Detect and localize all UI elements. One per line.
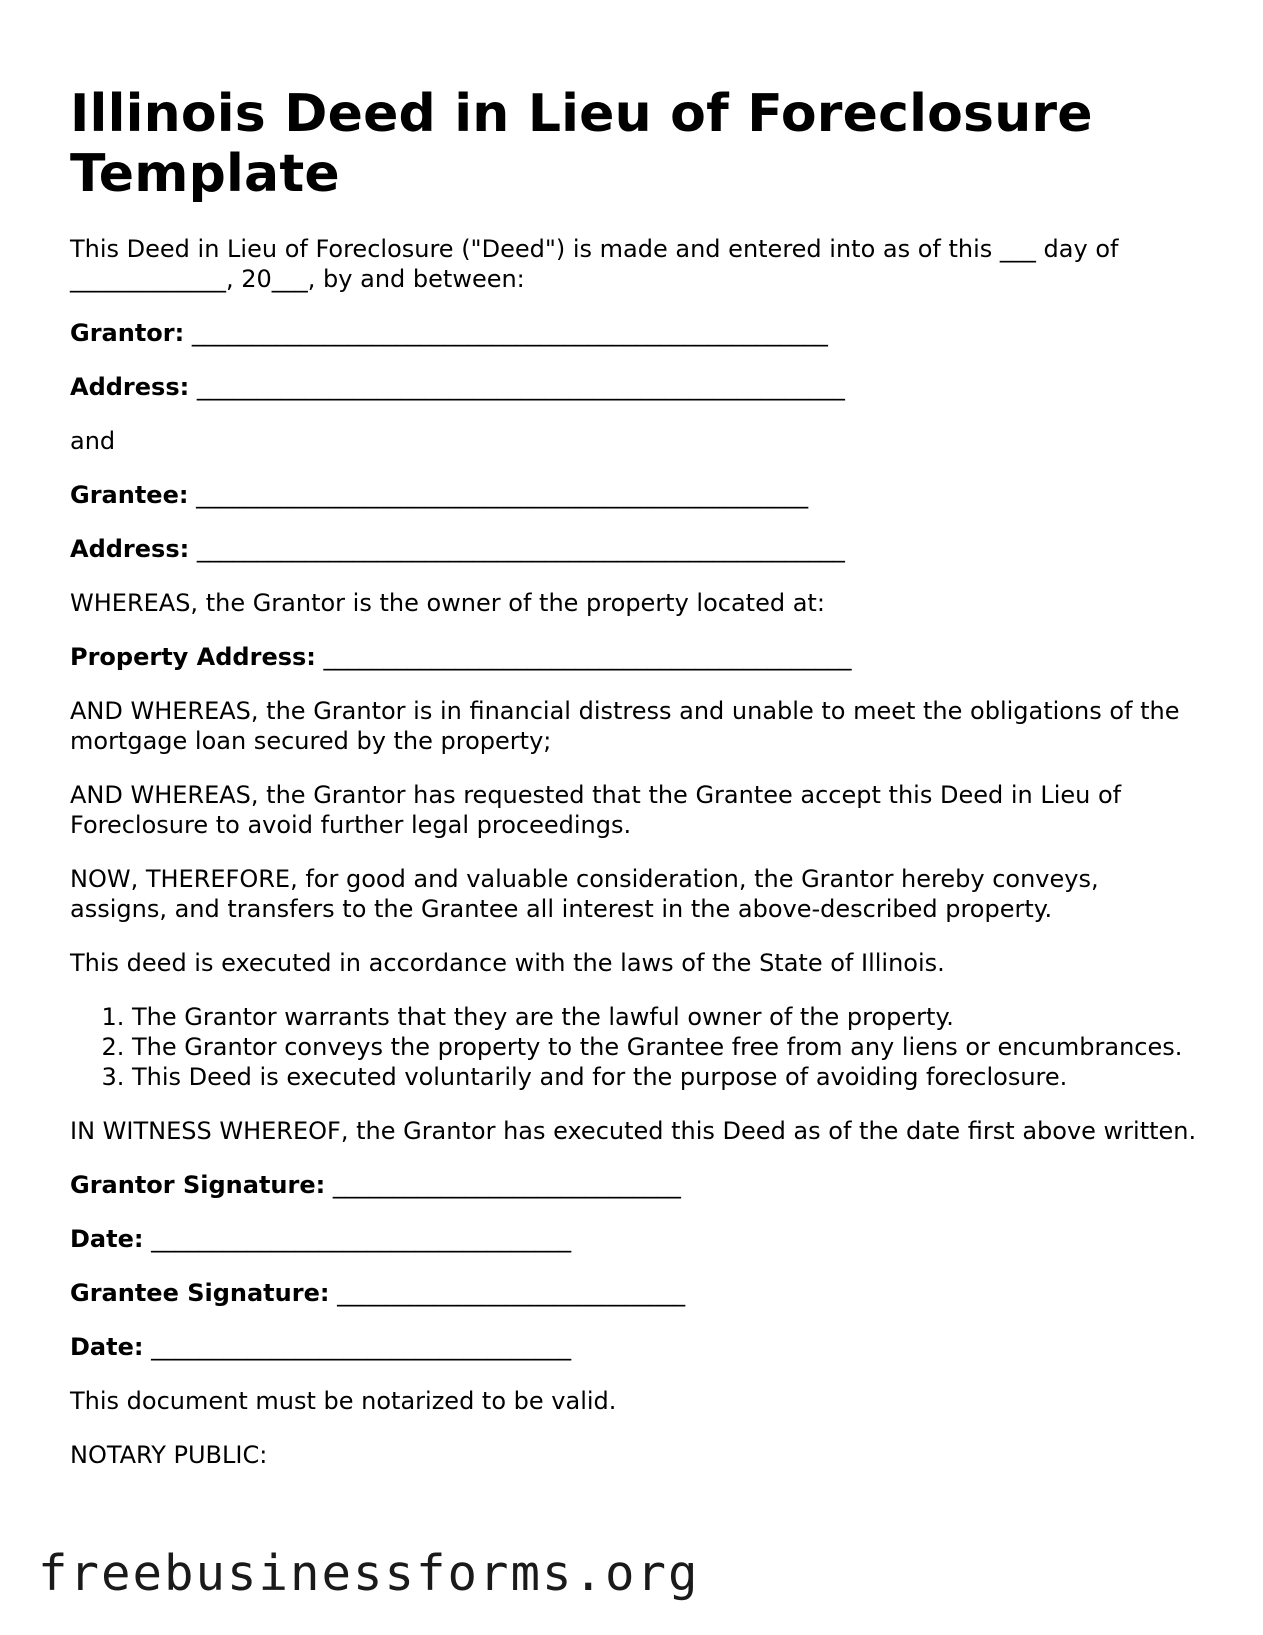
- and-text: and: [70, 427, 116, 455]
- governing-law-paragraph: This deed is executed in accordance with the laws of the State of Illinois.: [70, 949, 945, 977]
- notarize-notice: This document must be notarized to be valid.: [70, 1387, 617, 1415]
- clause-item: 1. The Grantor warrants that they are the lawful owner of the property.: [132, 1002, 1200, 1032]
- grantor-date-blank[interactable]: ___________________________________: [151, 1225, 572, 1253]
- property-address-label: Property Address:: [70, 643, 316, 671]
- property-address-blank[interactable]: ____________________________________________: [323, 643, 852, 671]
- clause-item: 2. The Grantor conveys the property to the Grantee free from any liens or encumbrances.: [132, 1032, 1200, 1062]
- grantee-date-blank[interactable]: ___________________________________: [151, 1333, 572, 1361]
- whereas-paragraph-1: WHEREAS, the Grantor is the owner of the property located at:: [70, 589, 825, 617]
- clause-item: 3. This Deed is executed voluntarily and for the purpose of avoiding foreclosure.: [132, 1062, 1200, 1092]
- grantee-address-field[interactable]: [70, 534, 1200, 564]
- now-therefore-paragraph: NOW, THEREFORE, for good and valuable consideration, the Grantor hereby conveys, assigns, and transfers to the Grantee all interest in the above-described property.: [70, 865, 1099, 923]
- grantor-address-field[interactable]: [70, 372, 1200, 402]
- watermark-text: freebusinessforms.org: [38, 1545, 700, 1602]
- grantee-label: Grantee:: [70, 481, 189, 509]
- grantor-address-label: Address:: [70, 373, 190, 401]
- property-address-field[interactable]: [70, 642, 1200, 672]
- clause-list: [70, 1002, 1200, 1092]
- grantee-signature-label: Grantee Signature:: [70, 1279, 330, 1307]
- grantor-blank[interactable]: _____________________________________________________: [191, 319, 828, 347]
- witness-paragraph: IN WITNESS WHEREOF, the Grantor has executed this Deed as of the date first above written.: [70, 1117, 1197, 1145]
- grantor-date-label: Date:: [70, 1225, 144, 1253]
- grantee-signature-field[interactable]: [70, 1278, 1200, 1308]
- whereas-paragraph-3: AND WHEREAS, the Grantor has requested that the Grantee accept this Deed in Lieu of Foreclosure to avoid further legal proceedings.: [70, 781, 1122, 839]
- grantor-signature-field[interactable]: [70, 1170, 1200, 1200]
- grantor-signature-blank[interactable]: _____________________________: [332, 1171, 681, 1199]
- intro-paragraph: This Deed in Lieu of Foreclosure ("Deed") is made and entered into as of this ___ day of _____________, 20___, by and between:: [70, 235, 1119, 293]
- grantor-signature-label: Grantor Signature:: [70, 1171, 326, 1199]
- grantee-signature-blank[interactable]: _____________________________: [337, 1279, 686, 1307]
- whereas-paragraph-2: AND WHEREAS, the Grantor is in financial distress and unable to meet the obligations of the mortgage loan secured by the property;: [70, 697, 1180, 755]
- grantee-address-label: Address:: [70, 535, 190, 563]
- grantor-address-blank[interactable]: ______________________________________________________: [196, 373, 845, 401]
- document-page: [70, 84, 1200, 1470]
- grantee-address-blank[interactable]: ______________________________________________________: [196, 535, 845, 563]
- grantee-field[interactable]: [70, 480, 1200, 510]
- grantor-label: Grantor:: [70, 319, 185, 347]
- grantee-date-label: Date:: [70, 1333, 144, 1361]
- document-title: Illinois Deed in Lieu of Foreclosure Template: [70, 84, 1093, 204]
- grantee-blank[interactable]: ___________________________________________________: [196, 481, 809, 509]
- grantor-field[interactable]: [70, 318, 1200, 348]
- grantor-date-field[interactable]: [70, 1224, 1200, 1254]
- notary-public-label: NOTARY PUBLIC:: [70, 1441, 268, 1469]
- grantee-date-field[interactable]: [70, 1332, 1200, 1362]
